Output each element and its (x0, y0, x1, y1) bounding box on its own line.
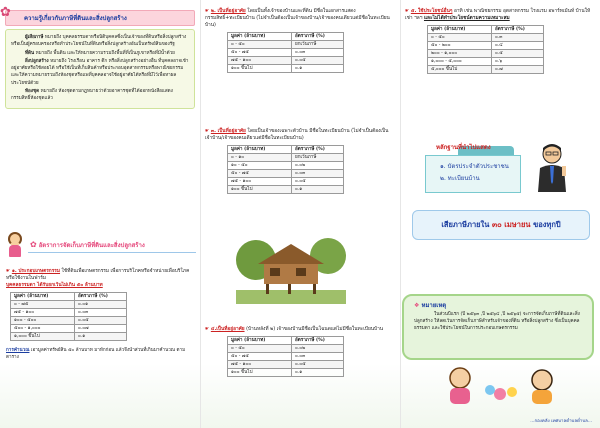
second-house-table: มูลค่า (ล้านบาท) อัตราภาษี (%) ๐ - ๕๐ ๐.๐๒ ๕๐ - ๗๕ ๐.๐๓ ๗๕ - ๑๐๐ ๐.๐๕ ๑๐๐ ขึ้นไป ๐.๑ (227, 336, 344, 377)
remark-text: ในส่วนปีแรก (ปี ๒๕๖๓ ,ปี ๒๕๖๔ ,ปี ๒๕๖๕) จะการจัดเก็บภาษีที่ดินและสิ่งปลูกสร้าง ให้ลดเว้นการจัดเก็บภาษีสำหรับเจ้าของที่ดิน หรือสิ่งปลูกสร้าง ซึ่งเป็นบุคคลธรรมดา และใช้ประโยชน์ในการประกอบเกษตรกรรม (414, 312, 580, 331)
table-row: ๗๕ - ๑๐๐ ๐.๐๓ (11, 309, 127, 317)
definition-condo: ห้องชุด หมายถึง ห้องชุดตามกฎหมายว่าด้วยอาคารชุดที่ได้ออกหนังสือแสดงกรรมสิทธิ์ห้องชุดแล้ว (11, 89, 173, 102)
section-residence-owner: ☛ ๒. เป็นที่อยู่อาศัย โดยเป็นทั้งเจ้าของบ้านและที่ดิน มีชื่อในเอกสารแสดงกรรมสิทธิ์+ทะเบียนบ้าน (ไม่จำเป็นต้องเป็นเจ้าของบ้าน/เจ้าของคนเดียวแต่มีชื่อในทะเบียนบ้าน) มูลค่า (ล้านบาท) อัตราภาษี (%) ๐ - ๕๐ ยกเว้นภาษี ๕๐ - ๗๕ ๐.๐๓ ๗๕ - ๑๐๐ ๐.๐๕ ๑๐๐ ขึ้นไป ๐.๑ (205, 9, 390, 71)
pointer-hand-icon: ☛ (205, 9, 210, 14)
pointer-hand-icon: ☛ (205, 129, 210, 134)
table-row: ๐ - ๕๐ ยกเว้นภาษี (228, 41, 344, 49)
knowledge-header: ✿ ความรู้เกี่ยวกับภาษีที่ดินและสิ่งปลูกสร้าง (5, 10, 195, 26)
evidence-title: หลักฐานที่นำไปแสดง (436, 144, 491, 151)
section-second-house: ☛ ๔.เป็นที่อยู่อาศัย (บ้านหลังที่ ๒) เจ้าของบ้านมีชื่อเป็นโฉนดแต่ไม่มีชื่อในทะเบียนบ้าน มูลค่า (ล้านบาท) อัตราภาษี (%) ๐ - ๕๐ ๐.๐๒ ๕๐ - ๗๕ ๐.๐๓ ๗๕ - ๑๐๐ ๐.๐๕ ๑๐๐ ขึ้นไป ๐.๑ (205, 327, 384, 375)
house-illustration (236, 238, 346, 304)
table-row: ๕๐ - ๗๕ ๐.๐๓ (228, 353, 344, 361)
remark-box: ❖ หมายเหตุ ในส่วนปีแรก (ปี ๒๕๖๓ ,ปี ๒๕๖๔ ,ปี ๒๕๖๕) จะการจัดเก็บภาษีที่ดินและสิ่งปลูกสร้าง ให้ลดเว้นการจัดเก็บภาษีสำหรับเจ้าของที่ดิน หรือสิ่งปลูกสร้าง ซึ่งเป็นบุคคลธรรมดา และใช้ประโยชน์ในการประกอบเกษตรกรรม (402, 294, 594, 360)
section-agriculture: ☛ ๑. ประกอบเกษตรกรรม ใช้ที่ดินเพื่อเกษตรกรรม เพื่อการบริโภคหรือจำหน่ายเพื่อบริโภค หรือใช้งานในฟาร์ม บุคคลธรรมดา ได้รับยกเว้นไม่เกิน ๕๐ ล้านบาท มูลค่า (ล้านบาท) อัตราภาษี (%) ๐ - ๗๕ ๐.๐๑ ๗๕ - ๑๐๐ ๐.๐๓ ๑๐๐ - ๕๐๐ ๐.๐๕ ๕๐๐ - ๑,๐๐๐ ๐.๐๗ ๑,๐๐๐ ขึ้นไป ๐.๑ การคำนวณ เอามูลค่าทรัพย์สิน ๕๐ ล้านบาท มาหักก่อน แล้วจึงนำส่วนที่เกินมาคำนวณ ตามตาราง (6, 268, 196, 361)
footer-credit: ...กองคลัง เทศบาลตำบลต่ำบล... (530, 419, 592, 424)
table-row: ๑๐๐ ขึ้นไป ๐.๑ (228, 369, 344, 377)
girl-illustration (4, 232, 26, 258)
diamond-icon: ❖ (414, 302, 420, 309)
table-row: ๕๐๐ - ๑,๐๐๐ ๐.๐๗ (11, 325, 127, 333)
table-row: ๕,๐๐๐ ขึ้นไป ๐.๗ (428, 66, 544, 74)
other-use-table: มูลค่า (ล้านบาท) อัตราภาษี (%) ๐ - ๕๐ ๐.๓ ๕๐ - ๒๐๐ ๐.๔ ๒๐๐ - ๑,๐๐๐ ๐.๕ ๑,๐๐๐ - ๕,๐๐๐ ๐.๖ ๕,๐๐๐ ขึ้นไป ๐.๗ (427, 25, 544, 74)
table-row: ๕๐ - ๗๕ ๐.๐๓ (228, 49, 344, 57)
man-illustration (532, 142, 572, 192)
table-row: ๑๐๐ ขึ้นไป ๐.๑ (228, 65, 344, 73)
definition-building: สิ่งปลูกสร้าง หมายถึง โรงเรือน อาคาร ตึก หรือสิ่งปลูกสร้างอย่างอื่น ที่บุคคลอาจเข้าอยู่อาศัยหรือใช้สอยได้ หรือใช้เป็นที่เก็บสินค้าหรือประกอบอุตสาหกรรมหรือพาณิชยกรรมและให้ความหมายรวมถึงห้องชุดหรือแพที่บุคคลอาจใช้อยู่อาศัยได้หรือที่มีไว้เพื่อหาผลประโยชน์ด้วย (11, 58, 189, 86)
evidence-item: ๑. บัตรประจำตัวประชาชน (440, 163, 509, 170)
section-residence-house: ☛ ๓. เป็นที่อยู่อาศัย โดยเป็นเจ้าของเฉพาะตัวบ้าน มีชื่อในทะเบียนบ้าน (ไม่จำเป็นต้องเป็นเจ้าบ้าน/เจ้าของคนเดียวแต่มีชื่อในทะเบียนบ้าน) มูลค่า (ล้านบาท) อัตราภาษี (%) ๐ - ๑๐ ยกเว้นภาษี ๑๐ - ๕๐ ๐.๐๒ ๕๐ - ๗๕ ๐.๐๓ ๗๕ - ๑๐๐ ๐.๐๕ ๑๐๐ ขึ้นไป ๐.๑ (205, 129, 389, 192)
definitions-box (5, 29, 195, 109)
table-row: ๕๐ - ๗๕ ๐.๐๓ (228, 170, 344, 178)
table-row: ๑๐ - ๕๐ ๐.๐๒ (228, 162, 344, 170)
table-row: ๑,๐๐๐ ขึ้นไป ๐.๑ (11, 333, 127, 341)
table-row: ๗๕ - ๑๐๐ ๐.๐๕ (228, 178, 344, 186)
table-row: ๐ - ๑๐ ยกเว้นภาษี (228, 154, 344, 162)
residence-house-table: มูลค่า (ล้านบาท) อัตราภาษี (%) ๐ - ๑๐ ยกเว้นภาษี ๑๐ - ๕๐ ๐.๐๒ ๕๐ - ๗๕ ๐.๐๓ ๗๕ - ๑๐๐ ๐.๐๕ ๑๐๐ ขึ้นไป ๐.๑ (227, 145, 344, 194)
flower-icon: ✿ (0, 5, 11, 20)
column-1 (0, 0, 200, 428)
residence-owner-table: มูลค่า (ล้านบาท) อัตราภาษี (%) ๐ - ๕๐ ยกเว้นภาษี ๕๐ - ๗๕ ๐.๐๓ ๗๕ - ๑๐๐ ๐.๐๕ ๑๐๐ ขึ้นไป ๐.๑ (227, 32, 344, 73)
agri-subtitle: บุคคลธรรมดา ได้รับยกเว้นไม่เกิน ๕๐ ล้านบาท (6, 283, 103, 288)
pointer-hand-icon: ☛ (6, 269, 11, 274)
rate-header: ✿ อัตราการจัดเก็บภาษีที่ดินและสิ่งปลูกสร้าง (28, 238, 196, 253)
table-row: ๕๐ - ๒๐๐ ๐.๔ (428, 42, 544, 50)
kids-illustration (420, 362, 580, 418)
fold-line-2 (400, 0, 401, 428)
table-row: ๐ - ๗๕ ๐.๐๑ (11, 301, 127, 309)
agri-rate-table: มูลค่า (ล้านบาท) อัตราภาษี (%) ๐ - ๗๕ ๐.๐๑ ๗๕ - ๑๐๐ ๐.๐๓ ๑๐๐ - ๕๐๐ ๐.๐๕ ๕๐๐ - ๑,๐๐๐ ๐.๐๗ ๑,๐๐๐ ขึ้นไป ๐.๑ (10, 292, 127, 341)
pointer-hand-icon: ☛ (405, 9, 410, 14)
deadline-banner: เสียภาษีภายใน ๓๐ เมษายน ของทุกปี (412, 210, 590, 240)
flower-icon: ✿ (30, 240, 37, 249)
table-row: ๑๐๐ - ๕๐๐ ๐.๐๕ (11, 317, 127, 325)
fold-line-1 (200, 0, 201, 428)
table-row: ๐ - ๕๐ ๐.๐๒ (228, 345, 344, 353)
table-row: ๗๕ - ๑๐๐ ๐.๐๕ (228, 361, 344, 369)
table-row: ๑๐๐ ขึ้นไป ๐.๑ (228, 186, 344, 194)
evidence-box (425, 155, 521, 193)
pointer-hand-icon: ☛ (205, 327, 210, 332)
table-row: ๑,๐๐๐ - ๕,๐๐๐ ๐.๖ (428, 58, 544, 66)
section-other-use: ☛ ๕. ใช้ประโยชน์อื่นๆ อาทิ เช่น พาณิชยกรรม อุตสาหกรรม โรงแรม อพาร์ทเม้นท์ บ้านให้เช่า ฯลฯ และไม่ได้ทำประโยชน์ตามความเหมาะสม มูลค่า (ล้านบาท) อัตราภาษี (%) ๐ - ๕๐ ๐.๓ ๕๐ - ๒๐๐ ๐.๔ ๒๐๐ - ๑,๐๐๐ ๐.๕ ๑,๐๐๐ - ๕,๐๐๐ ๐.๖ ๕,๐๐๐ ขึ้นไป ๐.๗ (405, 9, 591, 72)
definition-taxpayer: ผู้เสียภาษี หมายถึง บุคคลธรรมดาหรือนิติบุคคลซึ่งเป็นเจ้าของที่ดินหรือสิ่งปลูกสร้าง หรือเป็นผู้ครอบครองหรือทำประโยชน์ในที่ดินหรือสิ่งปลูกสร้างอันเป็นทรัพย์สินของรัฐ (11, 35, 187, 48)
evidence-item: ๒. ทะเบียนบ้าน (440, 175, 480, 182)
calc-note: การคำนวณ เอามูลค่าทรัพย์สิน ๕๐ ล้านบาท มาหักก่อน แล้วจึงนำส่วนที่เกินมาคำนวณ ตามตาราง (6, 348, 186, 360)
definition-land: ที่ดิน หมายถึง พื้นดิน และให้หมายความรวมถึงพื้นที่ที่เป็นภูเขาหรือที่มีน้ำด้วย (25, 50, 175, 56)
table-row: ๐ - ๕๐ ๐.๓ (428, 34, 544, 42)
table-row: ๗๕ - ๑๐๐ ๐.๐๕ (228, 57, 344, 65)
table-row: ๒๐๐ - ๑,๐๐๐ ๐.๕ (428, 50, 544, 58)
